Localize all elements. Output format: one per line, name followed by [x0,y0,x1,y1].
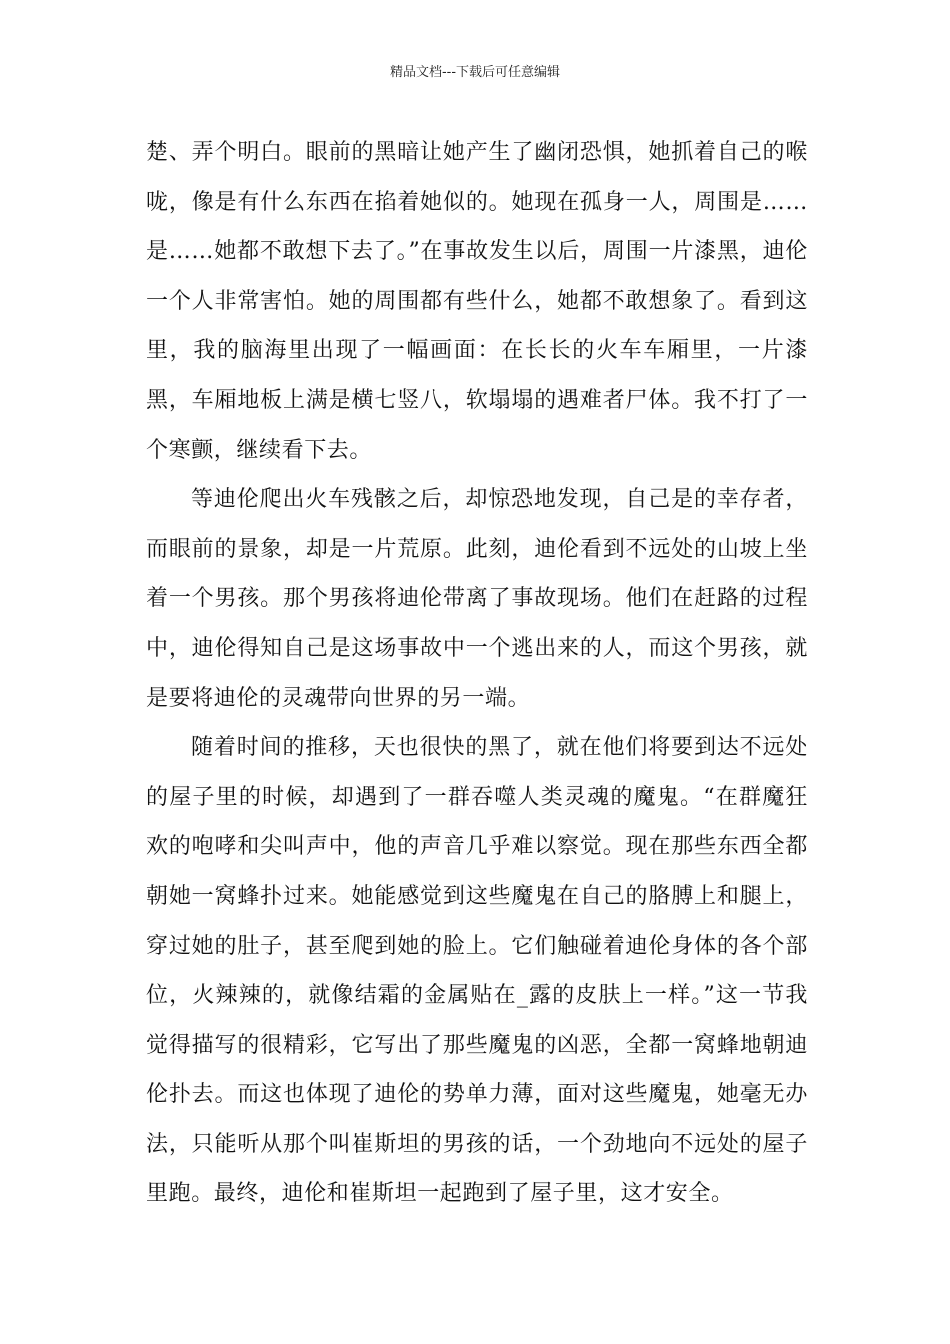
paragraph-1: 楚、弄个明白。眼前的黑暗让她产生了幽闭恐惧，她抓着自己的喉咙，像是有什么东西在掐着她似的。她现在孤身一人，周围是……是……她都不敢想下去了。”在事故发生以后，周围一片漆黑，迪伦一个人非常害怕。她的周围都有些什么，她都不敢想象了。看到这里，我的脑海里出现了一幅画面：在长长的火车车厢里，一片漆黑，车厢地板上满是横七竖八，软塌塌的遇难者尸体。我不打了一个寒颤，继续看下去。 [146,140,808,463]
paragraph-2: 等迪伦爬出火车残骸之后，却惊恐地发现，自己是的幸存者，而眼前的景象，却是一片荒原。此刻，迪伦看到不远处的山坡上坐着一个男孩。那个男孩将迪伦带离了事故现场。他们在赶路的过程中，迪伦得知自己是这场事故中一个逃出来的人，而这个男孩，就是要将迪伦的灵魂带向世界的另一端。 [146,487,808,711]
page-header: 精品文档---下载后可任意编辑 [389,65,561,80]
paragraph-3: 随着时间的推移，天也很快的黑了，就在他们将要到达不远处的屋子里的时候，却遇到了一群吞噬人类灵魂的魔鬼。“在群魔狂欢的咆哮和尖叫声中，他的声音几乎难以察觉。现在那些东西全都朝她一窝蜂扑过来。她能感觉到这些魔鬼在自己的胳膊上和腿上，穿过她的肚子，甚至爬到她的脸上。它们触碰着迪伦身体的各个部位，火辣辣的，就像结霜的金属贴在_露的皮肤上一样。”这一节我觉得描写的很精彩，它写出了那些魔鬼的凶恶，全都一窝蜂地朝迪伦扑去。而这也体现了迪伦的势单力薄，面对这些魔鬼，她毫无办法，只能听从那个叫崔斯坦的男孩的话，一个劲地向不远处的屋子里跑。最终，迪伦和崔斯坦一起跑到了屋子里，这才安全。 [146,735,808,1207]
document-body [146,128,808,1219]
